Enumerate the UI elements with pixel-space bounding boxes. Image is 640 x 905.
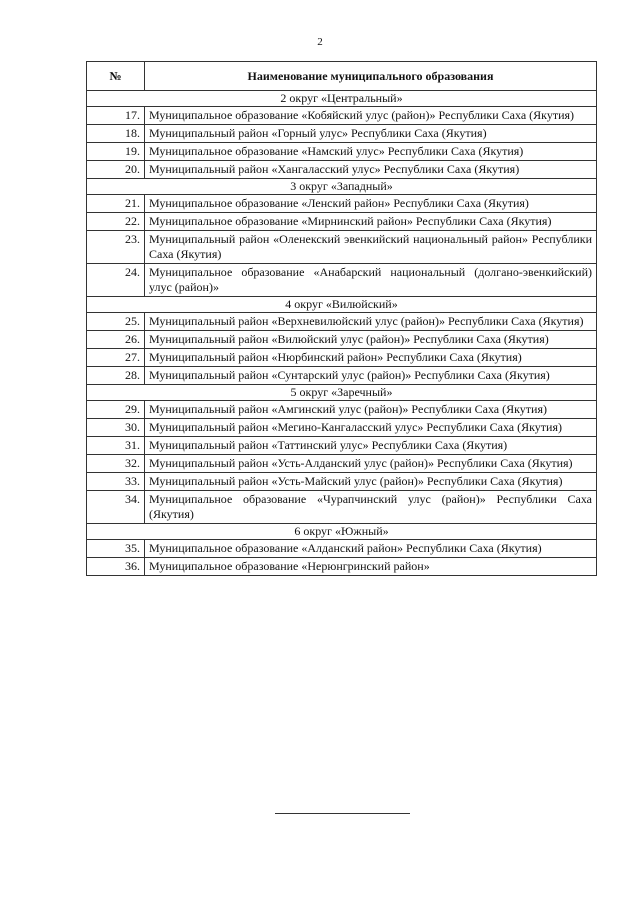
table-row (87, 107, 597, 125)
municipality-name: Муниципальное образование «Нерюнгринский район» (145, 558, 597, 576)
row-number: 27. (87, 349, 145, 367)
row-number: 34. (87, 491, 145, 524)
table-row (87, 125, 597, 143)
row-number: 36. (87, 558, 145, 576)
municipality-name: Муниципальное образование «Намский улус» Республики Саха (Якутия) (145, 143, 597, 161)
municipality-name: Муниципальное образование «Чурапчинский улус (район)» Республики Саха (Якутия) (145, 491, 597, 524)
table-row (87, 161, 597, 179)
table-row (87, 195, 597, 213)
municipality-name: Муниципальный район «Верхневилюйский улус (район)» Республики Саха (Якутия) (145, 313, 597, 331)
municipality-name: Муниципальный район «Оленекский эвенкийский национальный район» Республики Саха (Якутия) (145, 231, 597, 264)
row-number: 17. (87, 107, 145, 125)
column-header-name: Наименование муниципального образования (145, 62, 597, 91)
municipality-name: Муниципальный район «Таттинский улус» Республики Саха (Якутия) (145, 437, 597, 455)
table-row (87, 491, 597, 524)
table-body (87, 91, 597, 576)
okrug-title: 5 округ «Заречный» (87, 385, 597, 401)
column-header-number: № (87, 62, 145, 91)
table-row (87, 437, 597, 455)
table-row (87, 558, 597, 576)
table-row (87, 231, 597, 264)
table-row (87, 313, 597, 331)
row-number: 28. (87, 367, 145, 385)
row-number: 21. (87, 195, 145, 213)
row-number: 20. (87, 161, 145, 179)
row-number: 19. (87, 143, 145, 161)
row-number: 30. (87, 419, 145, 437)
row-number: 29. (87, 401, 145, 419)
row-number: 31. (87, 437, 145, 455)
municipality-name: Муниципальный район «Горный улус» Республики Саха (Якутия) (145, 125, 597, 143)
municipality-name: Муниципальный район «Сунтарский улус (район)» Республики Саха (Якутия) (145, 367, 597, 385)
municipality-name: Муниципальное образование «Анабарский национальный (долгано-эвенкийский) улус (район)» (145, 264, 597, 297)
okrug-header-row (87, 385, 597, 401)
municipality-name: Муниципальный район «Мегино-Кангаласский улус» Республики Саха (Якутия) (145, 419, 597, 437)
okrug-header-row (87, 524, 597, 540)
municipality-name: Муниципальный район «Усть-Майский улус (район)» Республики Саха (Якутия) (145, 473, 597, 491)
table-row (87, 473, 597, 491)
municipality-name: Муниципальный район «Амгинский улус (район)» Республики Саха (Якутия) (145, 401, 597, 419)
table-row (87, 349, 597, 367)
table-row (87, 540, 597, 558)
row-number: 32. (87, 455, 145, 473)
table-row (87, 331, 597, 349)
row-number: 25. (87, 313, 145, 331)
row-number: 33. (87, 473, 145, 491)
row-number: 35. (87, 540, 145, 558)
municipality-name: Муниципальное образование «Алданский район» Республики Саха (Якутия) (145, 540, 597, 558)
municipality-name: Муниципальный район «Хангаласский улус» Республики Саха (Якутия) (145, 161, 597, 179)
municipality-name: Муниципальное образование «Кобяйский улус (район)» Республики Саха (Якутия) (145, 107, 597, 125)
okrug-title: 6 округ «Южный» (87, 524, 597, 540)
okrug-header-row (87, 297, 597, 313)
row-number: 23. (87, 231, 145, 264)
table-row (87, 367, 597, 385)
row-number: 24. (87, 264, 145, 297)
municipality-name: Муниципальное образование «Мирнинский район» Республики Саха (Якутия) (145, 213, 597, 231)
table-header-row (87, 62, 597, 91)
table-row (87, 143, 597, 161)
row-number: 22. (87, 213, 145, 231)
signature-line (275, 813, 410, 814)
row-number: 18. (87, 125, 145, 143)
municipality-name: Муниципальный район «Нюрбинский район» Республики Саха (Якутия) (145, 349, 597, 367)
okrug-header-row (87, 179, 597, 195)
okrug-title: 2 округ «Центральный» (87, 91, 597, 107)
page-number: 2 (317, 36, 323, 48)
table-row (87, 401, 597, 419)
table-row (87, 419, 597, 437)
row-number: 26. (87, 331, 145, 349)
okrug-header-row (87, 91, 597, 107)
table-row (87, 455, 597, 473)
municipalities-table (86, 61, 597, 576)
okrug-title: 3 округ «Западный» (87, 179, 597, 195)
okrug-title: 4 округ «Вилюйский» (87, 297, 597, 313)
municipality-name: Муниципальный район «Вилюйский улус (район)» Республики Саха (Якутия) (145, 331, 597, 349)
table-row (87, 213, 597, 231)
municipality-name: Муниципальное образование «Ленский район» Республики Саха (Якутия) (145, 195, 597, 213)
municipality-name: Муниципальный район «Усть-Алданский улус (район)» Республики Саха (Якутия) (145, 455, 597, 473)
table-row (87, 264, 597, 297)
